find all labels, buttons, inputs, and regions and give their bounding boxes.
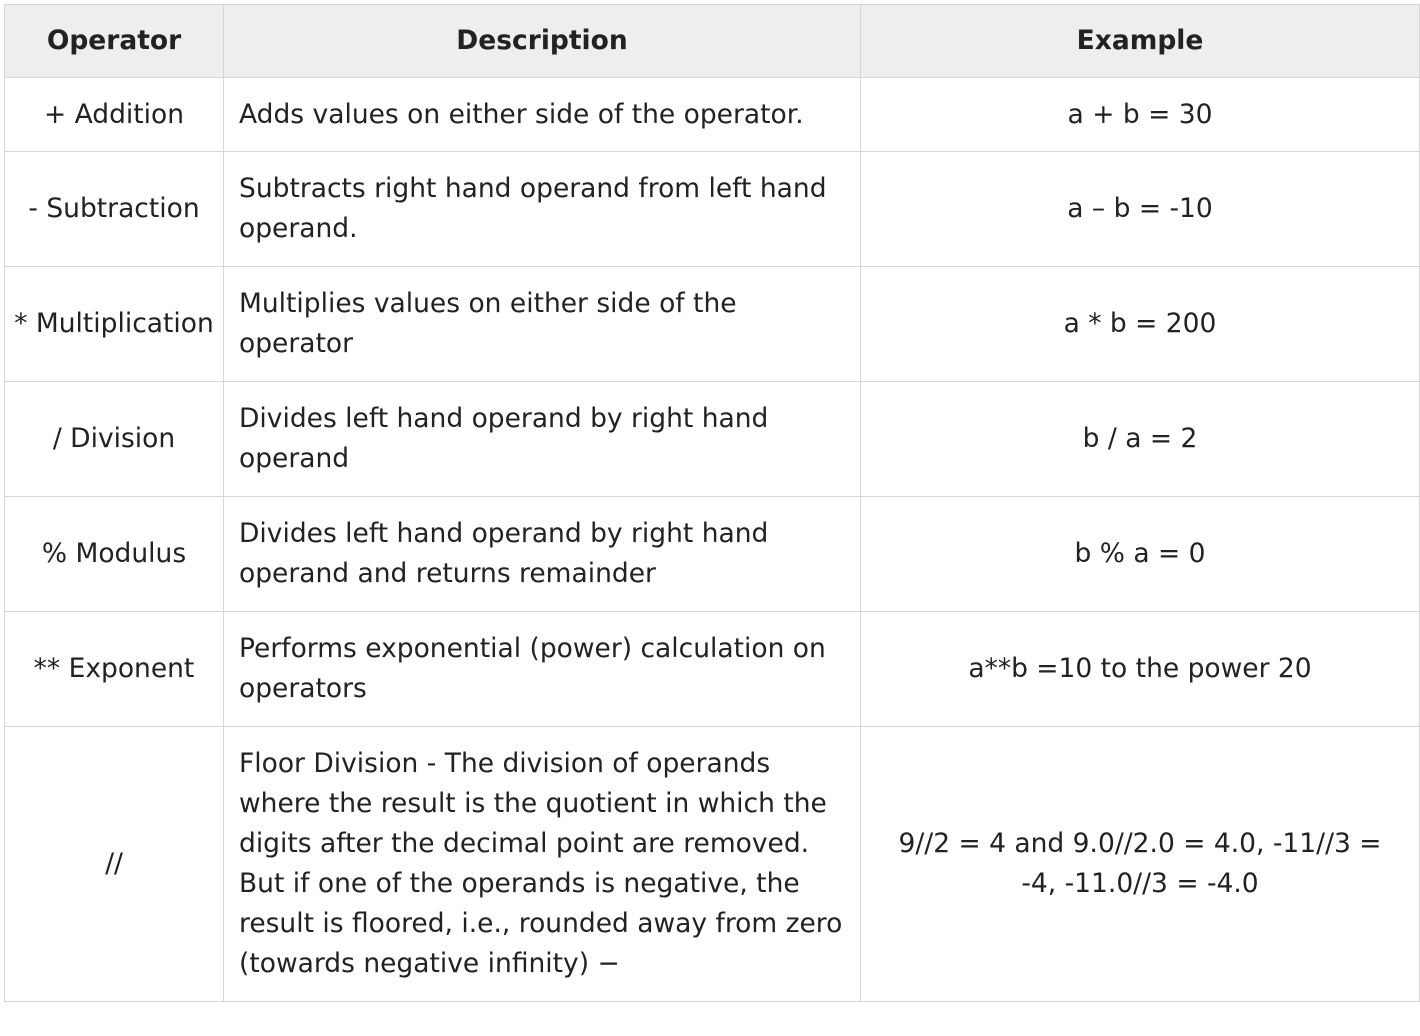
operator-cell: ** Exponent bbox=[5, 612, 224, 727]
table-row bbox=[5, 78, 1420, 152]
description-cell: Divides left hand operand by right hand operand and returns remainder bbox=[224, 497, 861, 612]
table-row bbox=[5, 382, 1420, 497]
header-example: Example bbox=[861, 5, 1420, 78]
example-cell: a – b = -10 bbox=[861, 152, 1420, 267]
table-row bbox=[5, 612, 1420, 727]
description-cell: Multiplies values on either side of the operator bbox=[224, 267, 861, 382]
operator-cell: // bbox=[5, 727, 224, 1002]
example-cell: b % a = 0 bbox=[861, 497, 1420, 612]
table-row bbox=[5, 152, 1420, 267]
operator-cell: / Division bbox=[5, 382, 224, 497]
description-cell: Subtracts right hand operand from left hand operand. bbox=[224, 152, 861, 267]
example-cell: a + b = 30 bbox=[861, 78, 1420, 152]
table-row bbox=[5, 267, 1420, 382]
table-row bbox=[5, 727, 1420, 1002]
header-operator: Operator bbox=[5, 5, 224, 78]
description-cell: Performs exponential (power) calculation on operators bbox=[224, 612, 861, 727]
description-cell: Divides left hand operand by right hand operand bbox=[224, 382, 861, 497]
operator-cell: % Modulus bbox=[5, 497, 224, 612]
operator-cell: - Subtraction bbox=[5, 152, 224, 267]
table-row bbox=[5, 497, 1420, 612]
operator-cell: + Addition bbox=[5, 78, 224, 152]
description-cell: Adds values on either side of the operator. bbox=[224, 78, 861, 152]
table-header-row bbox=[5, 5, 1420, 78]
operator-cell: * Multiplication bbox=[5, 267, 224, 382]
example-cell: a * b = 200 bbox=[861, 267, 1420, 382]
example-cell: b / a = 2 bbox=[861, 382, 1420, 497]
description-cell: Floor Division - The division of operands where the result is the quotient in which the digits after the decimal point are removed. But if one of the operands is negative, the result is floored, i.e., rounded away from zero (towards negative infinity) − bbox=[224, 727, 861, 1002]
example-cell: 9//2 = 4 and 9.0//2.0 = 4.0, -11//3 = -4, -11.0//3 = -4.0 bbox=[861, 727, 1420, 1002]
header-description: Description bbox=[224, 5, 861, 78]
operators-table bbox=[4, 4, 1420, 1002]
example-cell: a**b =10 to the power 20 bbox=[861, 612, 1420, 727]
